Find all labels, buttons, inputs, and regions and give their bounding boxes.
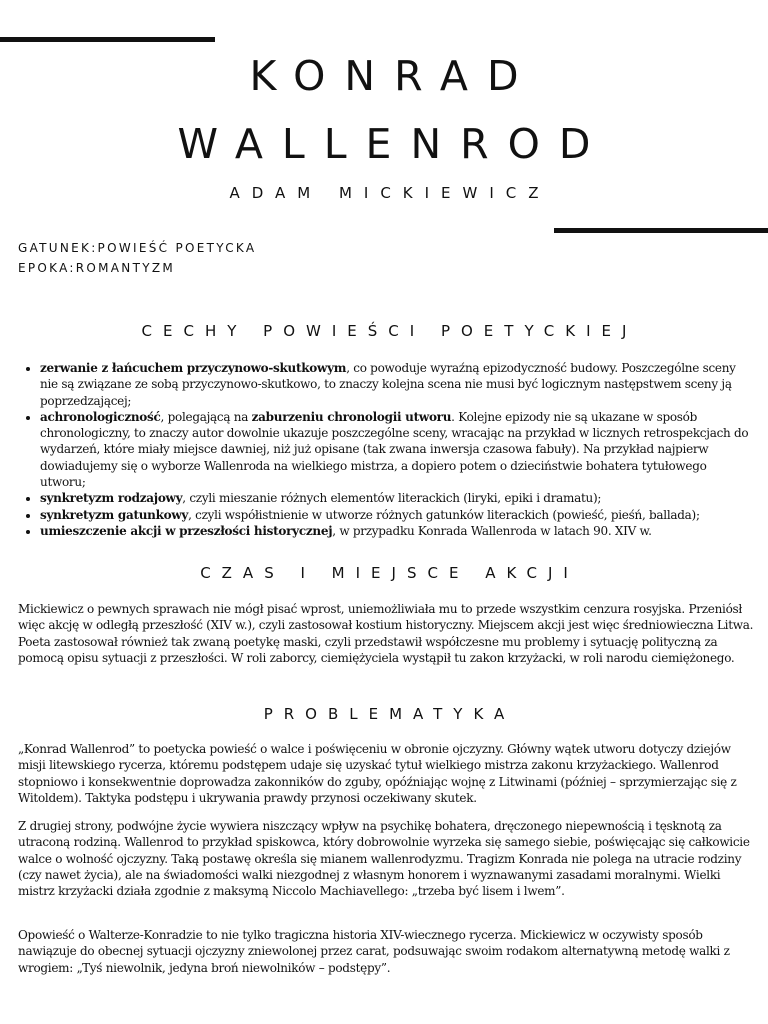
time-place-paragraph: Mickiewicz o pewnych sprawach nie mógł pisać wprost, uniemożliwiała mu to przede wszystkim cenzura rosyjska. Przeniósł więc akcję w odległą przeszłość (XIV w.), czyli zastosował kostium historyczny. Miejscem akcji jest więc średniowieczna Litwa. Poeta zastosował również tak zwaną poetykę maski, czyli przedstawił współczesne mu problemy i sytuację polityczną za pomocą opisu sytuacji z przeszłości. W roli zaborcy, ciemiężyciela wystąpił tu zakon krzyżacki, w roli narodu ciemiężonego. bbox=[18, 602, 754, 665]
item-bold: synkretyzm rodzajowy bbox=[40, 491, 183, 506]
item-bold: achronologiczność bbox=[40, 409, 161, 424]
item-text: , polegającą na bbox=[160, 409, 252, 424]
right-rule bbox=[554, 228, 768, 233]
problems-paragraph-2: Z drugiej strony, podwójne życie wywiera niszczący wpływ na psychikę bohatera, dręczonego niepewnością i tęsknotą za utraconą rodziną. Wallenrod to przykład spiskowca, który dobrowolnie wyrzeka się samego siebie, poświęcając się całkowicie walce o wolność ojczyzny. Taką postawę określa się mianem wallenrodyzmu. Tragizm Konrada nie polega na utracie rodziny (czy nawet życia), ale na świadomości walki niezgodnej z własnym honorem i wyznawanymi zasadami moralnymi. Wielki mistrz krzyżacki działa zgodnie z maksymą Niccolo Machiavellego: „trzeba być lisem i lwem”. bbox=[18, 819, 750, 899]
features-list bbox=[18, 360, 753, 539]
problems-paragraph-1: „Konrad Wallenrod” to poetycka powieść o walce i poświęceniu w obronie ojczyzny. Główny wątek utworu dotyczy dziejów misji litewskiego rycerza, któremu podstępem udaje się uzyskać tytuł wielkiego mistrza zakonu krzyżackiego. Wallenrod stopniowo i konsekwentnie doprowadza zakonników do zguby, opóźniając wojnę z Litwinami (później – sprzymierzając się z Witoldem). Taktyka podstępu i ukrywania prawdy przynosi oczekiwany skutek. bbox=[18, 742, 737, 805]
genre-line: GATUNEK:POWIEŚĆ POETYCKA bbox=[18, 241, 257, 255]
time-place-heading: CZAS I MIEJSCE AKCJI bbox=[200, 564, 579, 582]
item-text: , co powoduje wyraźną epizodyczność budowy. Poszczególne sceny nie są związane ze sobą przyczynowo-skutkowo, to znaczy kolejna scena nie musi być logicznym następstwem sceny ją poprzedzającej; bbox=[40, 361, 736, 408]
top-left-rule bbox=[0, 37, 215, 42]
list-item bbox=[40, 409, 753, 490]
list-item bbox=[40, 523, 753, 539]
item-text: , w przypadku Konrada Wallenroda w latach 90. XIV w. bbox=[332, 523, 652, 538]
item-text: . Kolejne epizody nie są ukazane w sposób chronologiczny, to znaczy autor dowolnie ukazuje poszczególne sceny, wracając na przykład w licznych retrospekcjach do wydarzeń, które miały miejsce dawniej, niż już opisane (tak zwana inwersja czasowa fabuły). Na przykład najpierw dowiadujemy się o wyborze Wallenroda na wielkiego mistrza, a dopiero potem o dzieciństwie bohatera tytułowego utworu; bbox=[40, 409, 749, 490]
list-item bbox=[40, 507, 753, 523]
features-heading: CECHY POWIEŚCI POETYCKIEJ bbox=[141, 322, 638, 340]
item-text: , czyli współistnienie w utworze różnych gatunków literackich (powieść, pieśń, ballada); bbox=[188, 507, 700, 522]
list-item bbox=[40, 360, 753, 409]
problems-heading: PROBLEMATYKA bbox=[263, 705, 516, 723]
title-line-1: KONRAD bbox=[249, 52, 538, 100]
item-text: , czyli mieszanie różnych elementów literackich (liryki, epiki i dramatu); bbox=[182, 491, 602, 506]
title-line-2: WALLENROD bbox=[177, 120, 610, 168]
item-bold: umieszczenie akcji w przeszłości historycznej bbox=[40, 523, 333, 538]
item-bold: zaburzeniu chronologii utworu bbox=[251, 409, 452, 424]
item-bold: synkretyzm gatunkowy bbox=[40, 507, 189, 522]
epoch-line: EPOKA:ROMANTYZM bbox=[18, 261, 176, 275]
item-bold: zerwanie z łańcuchem przyczynowo-skutkowym bbox=[40, 361, 347, 375]
author-name: ADAM MICKIEWICZ bbox=[229, 184, 551, 202]
list-item bbox=[40, 490, 753, 506]
problems-paragraph-3: Opowieść o Walterze-Konradzie to nie tylko tragiczna historia XIV-wiecznego rycerza. Mickiewicz w oczywisty sposób nawiązuje do obecnej sytuacji ojczyzny zniewolonej przez carat, podsuwając swoim rodakom alternatywną metodę walki z wrogiem: „Tyś niewolnik, jedyna broń niewolników – podstępy”. bbox=[18, 928, 730, 975]
